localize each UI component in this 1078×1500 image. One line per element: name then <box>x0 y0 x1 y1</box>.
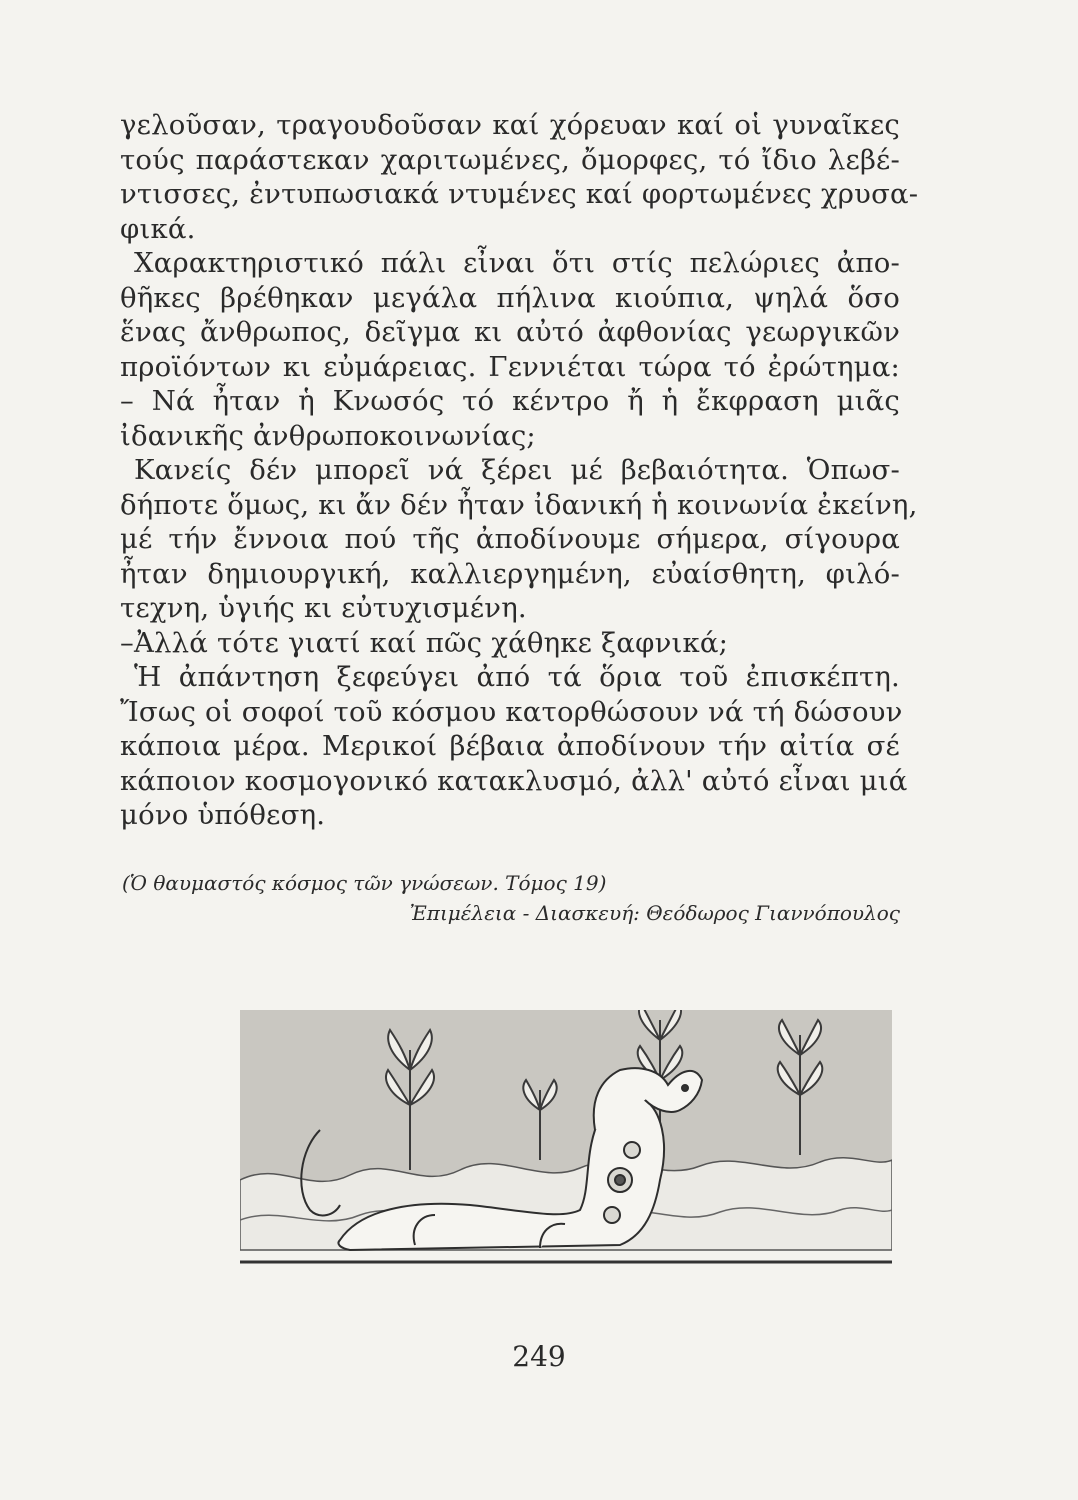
credit-text: Ἐπιμέλεια - Διασκευή: Θεόδωρος Γιαννόπουλος <box>409 901 900 925</box>
text-line: μέ τήν ἔννοια πού τῆς ἀποδίνουμε σήμερα, σίγουρα <box>120 523 900 555</box>
text-line: κάποιον κοσμογονικό κατακλυσμό, ἀλλ' αὐτό εἶναι μιά <box>120 764 908 797</box>
text-line: τεχνη, ὑγιής κι εὐτυχισμένη. <box>120 592 527 624</box>
text-line: ἕνας ἄνθρωπος, δεῖγμα κι αὐτό ἀφθονίας γεωργικῶν <box>120 316 900 348</box>
text-line: Χαρακτηριστικό πάλι εἶναι ὅτι στίς πελώριες ἀπο- <box>134 247 900 279</box>
text-line: φικά. <box>120 212 196 245</box>
text-line: κάποια μέρα. Μερικοί βέβαια ἀποδίνουν τήν αἰτία σέ <box>120 730 900 762</box>
text-line: γελοῦσαν, τραγουδοῦσαν καί χόρευαν καί οἱ γυναῖκες <box>120 109 900 141</box>
text-line: θῆκες βρέθηκαν μεγάλα πήλινα κιούπια, ψηλά ὅσο <box>120 281 900 314</box>
griffin-illustration <box>240 1010 892 1302</box>
text-line: Ἡ ἀπάντηση ξεφεύγει ἀπό τά ὅρια τοῦ ἐπισκέπτη. <box>134 661 900 693</box>
text-line: Ἴσως οἱ σοφοί τοῦ κόσμου κατορθώσουν νά τή δώσουν <box>120 695 903 728</box>
citation-text: (Ὁ θαυμαστός κόσμος τῶν γνώσεων. Τόμος 19) <box>122 871 607 895</box>
source-citation <box>122 868 902 928</box>
text-line: ντισσες, ἐντυπωσιακά ντυμένες καί φορτωμένες χρυσα- <box>120 178 919 210</box>
text-line: τούς παράστεκαν χαριτωμένες, ὄμορφες, τό ἴδιο λεβέ- <box>120 143 900 176</box>
text-line: ἦταν δημιουργική, καλλιεργημένη, εὐαίσθητη, φιλό- <box>120 557 900 590</box>
text-line: –Ἀλλά τότε γιατί καί πῶς χάθηκε ξαφνικά; <box>120 626 729 659</box>
body-text <box>120 108 919 833</box>
text-line: προϊόντων κι εὐμάρειας. Γεννιέται τώρα τό ἐρώτημα: <box>120 350 900 383</box>
text-line: – Νά ἦταν ἡ Κνωσός τό κέντρο ἤ ἡ ἔκφραση μιᾶς <box>120 385 900 417</box>
text-line: δήποτε ὅμως, κι ἄν δέν ἦταν ἰδανική ἡ κοινωνία ἐκείνη, <box>120 488 918 521</box>
page-number: 249 <box>512 1340 566 1373</box>
text-line: ἰδανικῆς ἀνθρωποκοινωνίας; <box>120 419 536 452</box>
text-line: μόνο ὑπόθεση. <box>120 799 326 831</box>
text-line: Κανείς δέν μπορεῖ νά ξέρει μέ βεβαιότητα. Ὁπωσ- <box>134 454 900 486</box>
